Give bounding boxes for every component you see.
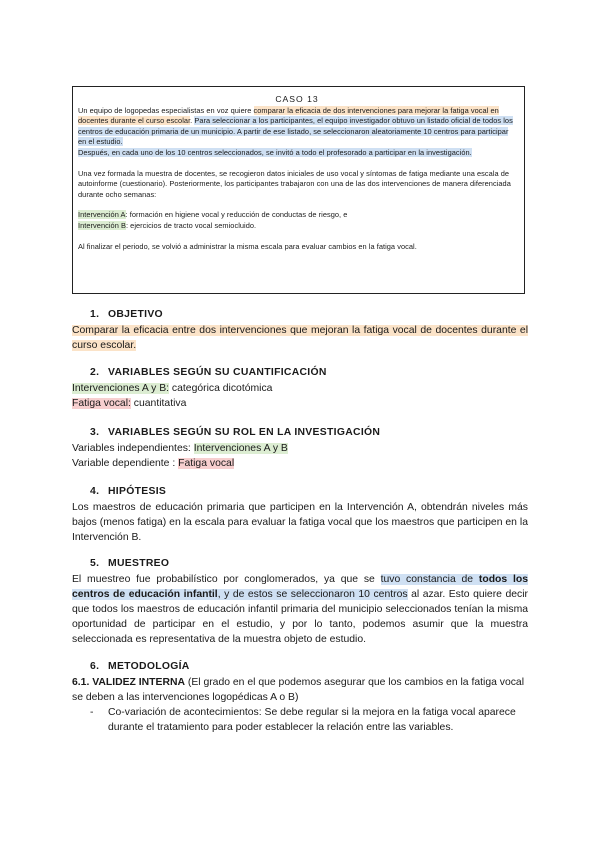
- section-number: 6.: [90, 661, 100, 672]
- role-line-1: [72, 441, 528, 456]
- section-title: HIPÓTESIS: [108, 486, 167, 497]
- section-muestreo: [72, 556, 528, 647]
- section-heading: [90, 659, 528, 674]
- case-p1-sep: .: [190, 116, 195, 126]
- variable-label-interventions: Intervenciones A y B:: [72, 383, 170, 394]
- section-heading: [90, 484, 528, 499]
- section-variables-cuantificacion: [72, 365, 528, 411]
- role-value-independent: Intervenciones A y B: [193, 443, 288, 454]
- case-intervention-b: [78, 221, 516, 232]
- variable-line-2: [72, 396, 528, 411]
- case-paragraph-3: Una vez formada la muestra de docentes, se recogieron datos iniciales de uso vocal y síntomas de fatiga mediante una escala de autoinforme (cuestionario). Posteriormente, los participantes trabajaron con una de las dos intervenciones de manera diferenciada durante ocho semanas:: [78, 168, 511, 199]
- case-p1-sampling-highlight: Para seleccionar a los participantes, el equipo investigador obtuvo un listado oficial de todos los centros de educación primaria de un municipio. A partir de ese listado, se seleccionaron aleatoriamente 10 centros para participar en el estudio.: [78, 116, 513, 147]
- section-title: OBJETIVO: [108, 309, 163, 320]
- case-paragraph-1: [78, 106, 516, 148]
- case-int-a-label: Intervención A: [78, 210, 126, 220]
- section-title: VARIABLES SEGÚN SU ROL EN LA INVESTIGACIÓN: [108, 427, 381, 438]
- case-box: [72, 86, 525, 294]
- section-metodologia: [72, 659, 528, 735]
- section-number: 1.: [90, 309, 100, 320]
- bullet-text: Co-variación de acontecimientos: Se debe regular si la mejora en la fatiga vocal aparece durante el tratamiento para poder establecer la relación entre las variables.: [108, 707, 516, 733]
- case-paragraph-4: Al finalizar el periodo, se volvió a administrar la misma escala para evaluar cambios en la fatiga vocal.: [78, 241, 417, 251]
- muestreo-highlight-bold: todos los centros de educación infantil: [72, 574, 528, 600]
- role-prefix: Variable dependiente :: [72, 458, 179, 469]
- muestreo-text-1: El muestreo fue probabilístico por conglomerados, ya que se: [72, 574, 381, 585]
- case-p2-highlight: Después, en cada uno de los 10 centros seleccionados, se invitó a todo el profesorado a participar en la investigación.: [78, 147, 472, 157]
- section-number: 3.: [90, 427, 100, 438]
- role-prefix: Variables independientes:: [72, 443, 194, 454]
- case-int-b-label: Intervención B: [78, 220, 126, 230]
- variable-line-1: [72, 381, 528, 396]
- section-heading: [90, 425, 528, 440]
- section-heading: [90, 307, 528, 322]
- role-line-2: [72, 456, 528, 471]
- muestreo-highlight-1: tuvo constancia de: [380, 574, 479, 585]
- validez-interna: [72, 675, 528, 705]
- role-value-dependent: Fatiga vocal: [178, 458, 235, 469]
- muestreo-text: [72, 572, 528, 647]
- objetivo-text: [72, 323, 528, 353]
- case-int-b-text: : ejercicios de tracto vocal semiocluido.: [125, 220, 257, 230]
- section-heading: [90, 556, 528, 571]
- variable-label-fatiga: Fatiga vocal:: [72, 398, 131, 409]
- case-int-a-text: : formación en higiene vocal y reducción de conductas de riesgo, e: [125, 210, 348, 220]
- case-paragraph-2: [78, 148, 516, 159]
- objetivo-highlight: Comparar la eficacia entre dos intervenciones que mejoran la fatiga vocal de docentes durante el curso escolar.: [72, 325, 528, 351]
- section-number: 5.: [90, 558, 100, 569]
- subsection-title: 6.1. VALIDEZ INTERNA: [72, 677, 185, 688]
- case-title: CASO 13: [275, 94, 319, 104]
- muestreo-text-2: al azar. Esto quiere decir que todos los maestros de educación infantil primaria del municipio seleccionados tenían la misma oportunidad de participar en el estudio, y por lo tanto, podemos asumir que la muestra seleccionada es representativa de la muestra objeto de estudio.: [72, 589, 528, 645]
- subsection-text: (El grado en el que podemos asegurar que los cambios en la fatiga vocal se deben a las intervenciones logopédicas A o B): [72, 677, 525, 703]
- list-item: [90, 705, 528, 735]
- case-intervention-a: [78, 210, 516, 221]
- section-title: MUESTREO: [108, 558, 170, 569]
- section-number: 2.: [90, 367, 100, 378]
- variable-value: categórica dicotómica: [169, 383, 273, 394]
- section-objetivo: [72, 307, 528, 353]
- section-variables-rol: [72, 425, 528, 471]
- case-p1-intro: Un equipo de logopedas especialistas en voz quiere: [78, 105, 254, 115]
- bullet-dash: -: [90, 707, 94, 718]
- section-hipotesis: [72, 484, 528, 545]
- section-heading: [90, 365, 528, 380]
- case-p1-objective-highlight: comparar la eficacia de dos intervenciones para mejorar la fatiga vocal en docentes durante el curso escolar: [78, 105, 499, 126]
- section-number: 4.: [90, 486, 100, 497]
- muestreo-highlight-2: , y de estos se seleccionaron 10 centros: [217, 589, 408, 600]
- hipotesis-text: Los maestros de educación primaria que participen en la Intervención A, obtendrán niveles más bajos (menos fatiga) en la escala para evaluar la fatiga vocal que los maestros que participen en la Intervención B.: [72, 502, 528, 543]
- section-title: METODOLOGÍA: [108, 661, 190, 672]
- variable-value: cuantitativa: [130, 398, 187, 409]
- section-title: VARIABLES SEGÚN SU CUANTIFICACIÓN: [108, 367, 327, 378]
